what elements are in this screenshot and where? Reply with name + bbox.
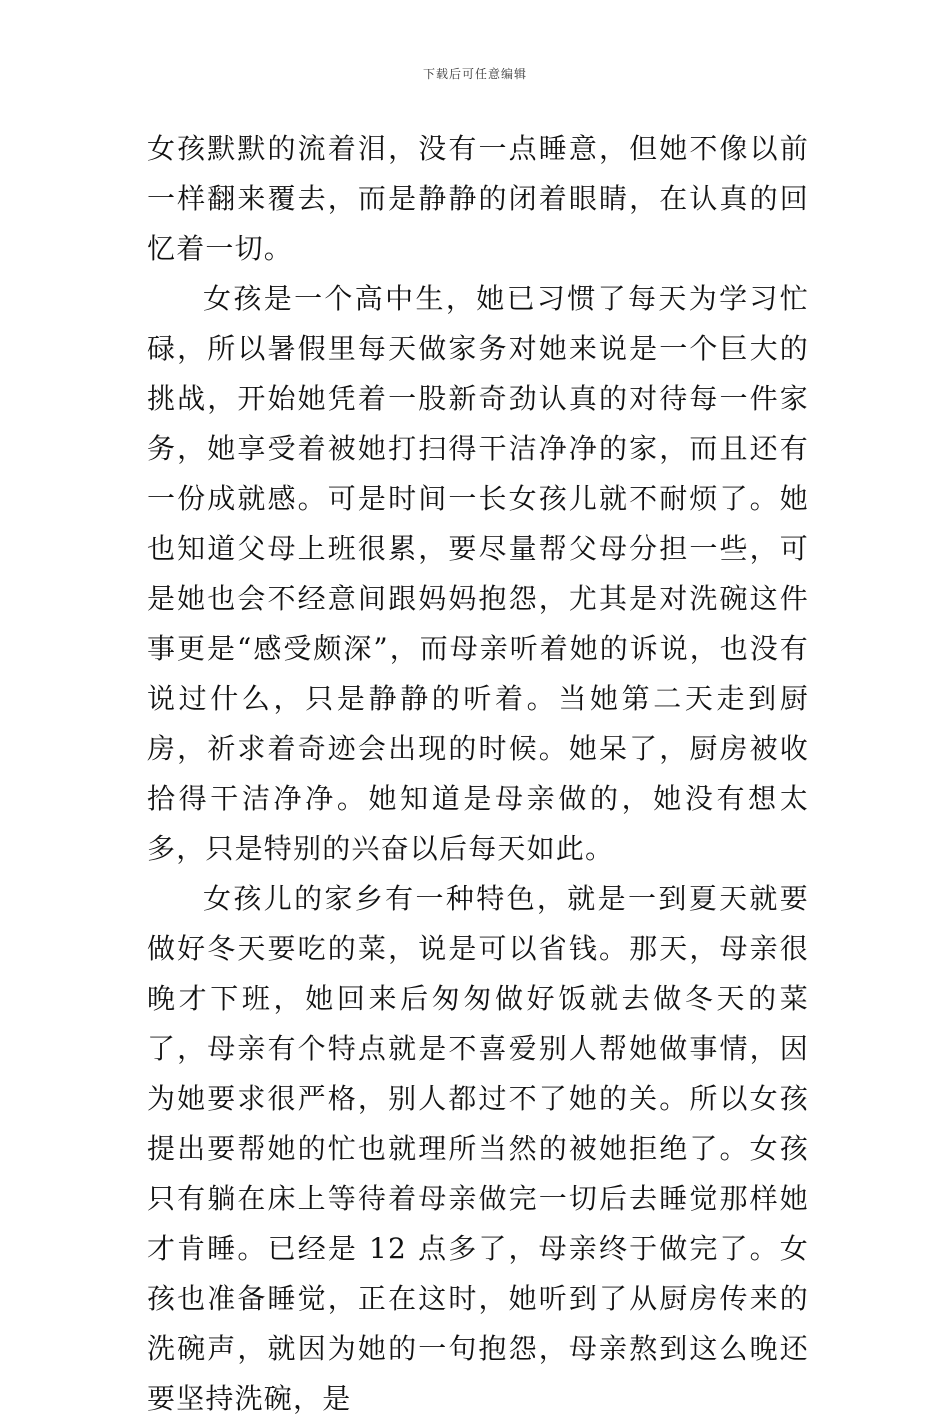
- paragraph-2: 女孩是一个高中生，她已习惯了每天为学习忙碌，所以暑假里每天做家务对她来说是一个巨大的挑战，开始她凭着一股新奇劲认真的对待每一件家务，她享受着被她打扫得干洁净净的家，而且还有一份成就感。可是时间一长女孩儿就不耐烦了。她也知道父母上班很累，要尽量帮父母分担一些，可是她也会不经意间跟妈妈抱怨，尤其是对洗碗这件事更是“感受颇深”，而母亲听着她的诉说，也没有说过什么，只是静静的听着。当她第二天走到厨房，祈求着奇迹会出现的时候。她呆了，厨房被收拾得干洁净净。她知道是母亲做的，她没有想太多，只是特别的兴奋以后每天如此。: [147, 282, 809, 865]
- body-text: [147, 124, 809, 1424]
- page-header: 下载后可任意编辑: [422, 67, 527, 81]
- paragraph-3: 女孩儿的家乡有一种特色，就是一到夏天就要做好冬天要吃的菜，说是可以省钱。那天，母亲很晚才下班，她回来后匆匆做好饭就去做冬天的菜了，母亲有个特点就是不喜爱别人帮她做事情，因为她要求很严格，别人都过不了她的关。所以女孩提出要帮她的忙也就理所当然的被她拒绝了。女孩只有躺在床上等待着母亲做完一切后去睡觉那样她才肯睡。已经是 12 点多了，母亲终于做完了。女孩也准备睡觉，正在这时，她听到了从厨房传来的洗碗声，就因为她的一句抱怨，母亲熬到这么晚还要坚持洗碗，是: [147, 882, 809, 1415]
- paragraph-1: 女孩默默的流着泪，没有一点睡意，但她不像以前一样翻来覆去，而是静静的闭着眼睛，在认真的回忆着一切。: [147, 132, 809, 265]
